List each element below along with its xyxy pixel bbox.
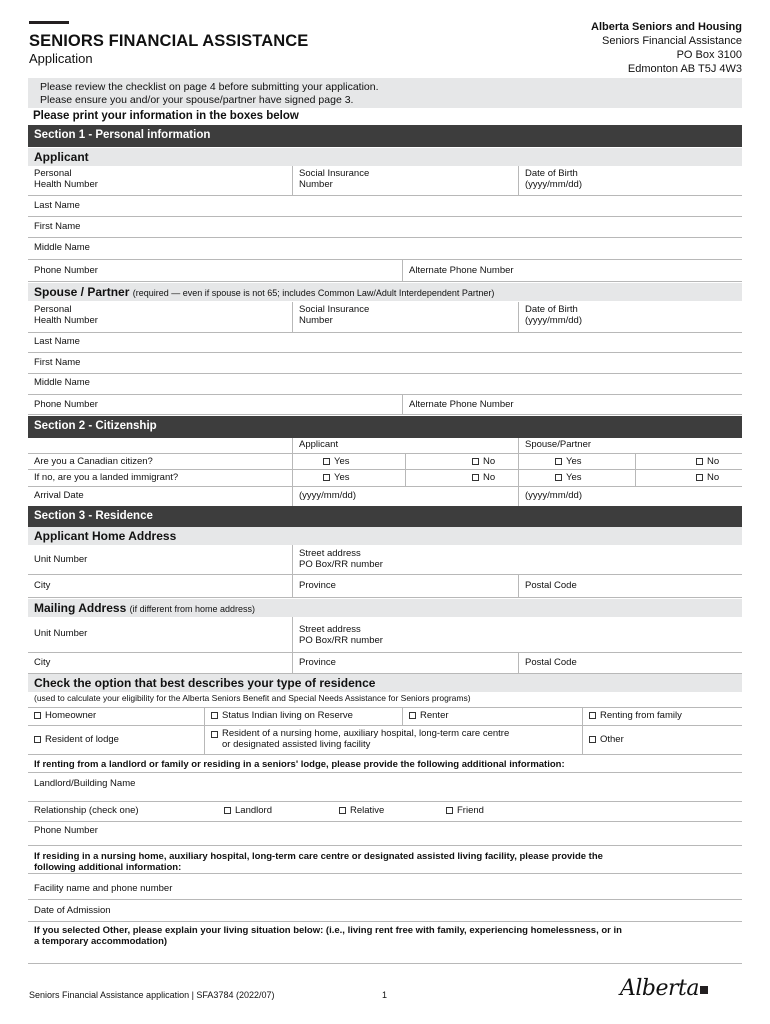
applicant-id-row: [28, 166, 742, 196]
spouse-phone-row: [28, 395, 742, 415]
option-renter[interactable]: [402, 708, 582, 725]
home-address-subheader: Applicant Home Address: [28, 527, 742, 545]
spouse-dob-field[interactable]: Date of Birth (yyyy/mm/dd): [518, 302, 742, 332]
spouse-citizen-no[interactable]: [635, 454, 742, 469]
facility-label: Facility name and phone number: [34, 883, 173, 894]
option-renting-family[interactable]: [582, 708, 742, 725]
checkbox[interactable]: [589, 712, 596, 719]
residence-type-note: (used to calculate your eligibility for the Alberta Seniors Benefit and Special Needs Assistance for Seniors programs): [34, 693, 471, 703]
checkbox[interactable]: [446, 807, 453, 814]
section-3-header: Section 3 - Residence: [28, 506, 742, 528]
page-number: 1: [382, 990, 388, 1000]
applicant-arrival-field[interactable]: (yyyy/mm/dd): [292, 487, 518, 506]
residence-options-row-1: [28, 707, 742, 726]
checkbox[interactable]: [211, 731, 218, 738]
home-unit-street-row: [28, 545, 742, 575]
no-label: No: [483, 456, 496, 467]
status-indian-label: Status Indian living on Reserve: [222, 710, 353, 721]
applicant-alt-phone-field[interactable]: Alternate Phone Number: [402, 260, 742, 281]
landlord-name-label: Landlord/Building Name: [34, 778, 136, 789]
residence-options-row-2: [28, 726, 742, 755]
print-instructions: Please print your information in the boxes below: [33, 110, 299, 122]
section-1-header: Section 1 - Personal information: [28, 125, 742, 147]
mailing-unit-field[interactable]: Unit Number: [34, 628, 88, 639]
other-explanation-field[interactable]: [28, 946, 742, 964]
applicant-sin-field[interactable]: Social Insurance Number: [292, 166, 518, 195]
citizen-question: Are you a Canadian citizen?: [34, 456, 153, 467]
homeowner-label: Homeowner: [45, 710, 97, 721]
applicant-citizen-yes[interactable]: [292, 454, 405, 469]
landlord-phone-row[interactable]: [28, 822, 742, 846]
no-label: No: [707, 472, 720, 483]
address-line-3: PO Box 3100: [676, 49, 742, 61]
mailing-city-field[interactable]: City: [34, 657, 51, 668]
applicant-dob-field[interactable]: Date of Birth (yyyy/mm/dd): [518, 166, 742, 195]
middle-name-label: Middle Name: [34, 242, 90, 253]
spouse-title: Spouse / Partner: [34, 285, 130, 299]
spouse-first-name-row[interactable]: [28, 353, 742, 374]
address-line-2: Seniors Financial Assistance: [601, 35, 742, 47]
form-subtitle: Application: [29, 51, 93, 66]
checkbox[interactable]: [323, 458, 330, 465]
mailing-city-row: [28, 653, 742, 674]
option-status-indian[interactable]: [204, 708, 402, 725]
nursing-note: If residing in a nursing home, auxiliary hospital, long-term care centre or designated assisted living facility, please provide the following additional information:: [34, 851, 603, 873]
option-homeowner[interactable]: [28, 708, 204, 725]
mailing-address-block: [591, 20, 742, 76]
applicant-immigrant-yes[interactable]: [292, 470, 405, 486]
notice-line-2: Please ensure you and/or your spouse/partner have signed page 3.: [40, 93, 354, 106]
yes-label: Yes: [334, 456, 350, 467]
checklist-notice: [28, 78, 742, 108]
home-postal-field[interactable]: Postal Code: [518, 575, 742, 597]
applicant-column-label: Applicant: [292, 438, 518, 453]
checkbox[interactable]: [211, 712, 218, 719]
last-name-label: Last Name: [34, 200, 80, 211]
footer-form-id: Seniors Financial Assistance application | SFA3784 (2022/07): [29, 990, 275, 1000]
applicant-citizen-no[interactable]: [405, 454, 518, 469]
renting-note: If renting from a landlord or family or residing in a seniors' lodge, please provide the following additional information:: [34, 759, 565, 770]
residence-type-subheader: Check the option that best describes your type of residence: [28, 674, 742, 692]
renter-label: Renter: [420, 710, 449, 721]
relationship-label: Relationship (check one): [34, 805, 139, 816]
friend-label: Friend: [457, 805, 484, 816]
checkbox[interactable]: [696, 474, 703, 481]
last-name-label: Last Name: [34, 336, 80, 347]
applicant-subheader: Applicant: [28, 148, 742, 166]
residence-type-note-row: [28, 692, 742, 707]
spouse-immigrant-no[interactable]: [635, 470, 742, 486]
middle-name-label: Middle Name: [34, 377, 90, 388]
home-city-field[interactable]: City: [34, 580, 51, 591]
checkbox[interactable]: [409, 712, 416, 719]
checkbox[interactable]: [472, 474, 479, 481]
lodge-label: Resident of lodge: [45, 734, 119, 745]
applicant-first-name-row[interactable]: [28, 217, 742, 238]
checkbox[interactable]: [323, 474, 330, 481]
checkbox[interactable]: [34, 712, 41, 719]
relationship-friend[interactable]: [440, 802, 560, 821]
landlord-name-row[interactable]: [28, 772, 742, 802]
arrival-date-label: Arrival Date: [34, 490, 84, 501]
checkbox[interactable]: [696, 458, 703, 465]
mailing-title: Mailing Address: [34, 601, 127, 615]
first-name-label: First Name: [34, 357, 81, 368]
arrival-date-row: [28, 487, 742, 507]
admission-row[interactable]: [28, 900, 742, 922]
checkbox[interactable]: [472, 458, 479, 465]
relationship-row: [28, 802, 742, 822]
relationship-relative[interactable]: [333, 802, 440, 821]
yes-label: Yes: [566, 456, 582, 467]
checkbox[interactable]: [224, 807, 231, 814]
no-label: No: [707, 456, 720, 467]
mailing-note: (if different from home address): [129, 604, 255, 614]
notice-line-1: Please review the checklist on page 4 before submitting your application.: [40, 81, 379, 93]
home-unit-field[interactable]: Unit Number: [34, 554, 88, 565]
yes-label: Yes: [334, 472, 350, 483]
nursing-label: Resident of a nursing home, auxiliary hospital, long-term care centre or designated assisted living facility: [222, 728, 510, 750]
spouse-note: (required — even if spouse is not 65; includes Common Law/Adult Interdependent Partner): [132, 288, 495, 298]
home-street-field[interactable]: Street address PO Box/RR number: [292, 545, 742, 574]
applicant-middle-name-row[interactable]: [28, 238, 742, 260]
spouse-sin-field[interactable]: Social Insurance Number: [292, 302, 518, 332]
citizen-question-row: [28, 454, 742, 470]
spouse-subheader: [28, 283, 742, 301]
facility-row[interactable]: [28, 873, 742, 900]
checkbox[interactable]: [339, 807, 346, 814]
logo-wordmark: Alberta: [620, 976, 699, 1001]
address-line-4: Edmonton AB T5J 4W3: [627, 63, 742, 75]
applicant-phn-field[interactable]: Personal Health Number: [34, 168, 98, 190]
spouse-last-name-row[interactable]: [28, 333, 742, 353]
spouse-column-label: Spouse/Partner: [518, 438, 742, 453]
checkbox[interactable]: [555, 474, 562, 481]
applicant-last-name-row[interactable]: [28, 196, 742, 217]
checkbox[interactable]: [555, 458, 562, 465]
other-note: If you selected Other, please explain your living situation below: (i.e., living rent free with family, experiencing homelessness, or in a temporary accommodation): [34, 925, 622, 947]
form-title: SENIORS FINANCIAL ASSISTANCE: [29, 32, 309, 50]
spouse-phn-field[interactable]: Personal Health Number: [34, 304, 98, 326]
applicant-phone-field[interactable]: Phone Number: [34, 265, 98, 276]
home-province-field[interactable]: Province: [292, 575, 518, 597]
option-nursing[interactable]: [204, 726, 582, 754]
citizenship-header-row: [28, 438, 742, 454]
mailing-province-field[interactable]: Province: [292, 653, 518, 673]
option-other[interactable]: [582, 726, 742, 754]
logo-mark-icon: [700, 986, 708, 994]
spouse-phone-field[interactable]: Phone Number: [34, 399, 98, 410]
relationship-landlord[interactable]: [218, 802, 333, 821]
checkbox[interactable]: [589, 736, 596, 743]
alberta-logo: [620, 976, 708, 1001]
mailing-unit-street-row: [28, 617, 742, 653]
landlord-phone-label: Phone Number: [34, 825, 98, 836]
renting-family-label: Renting from family: [600, 710, 682, 721]
applicant-phone-row: [28, 260, 742, 282]
mailing-street-field[interactable]: Street address PO Box/RR number: [292, 617, 742, 652]
yes-label: Yes: [566, 472, 582, 483]
other-label: Other: [600, 734, 624, 745]
admission-label: Date of Admission: [34, 905, 111, 916]
landlord-label: Landlord: [235, 805, 272, 816]
option-lodge[interactable]: [28, 726, 204, 754]
checkbox[interactable]: [34, 736, 41, 743]
address-line-1: Alberta Seniors and Housing: [591, 21, 742, 33]
applicant-immigrant-no[interactable]: [405, 470, 518, 486]
mailing-address-subheader: [28, 599, 742, 617]
spouse-arrival-field[interactable]: (yyyy/mm/dd): [518, 487, 742, 506]
relative-label: Relative: [350, 805, 385, 816]
no-label: No: [483, 472, 496, 483]
first-name-label: First Name: [34, 221, 81, 232]
section-2-header: Section 2 - Citizenship: [28, 416, 742, 438]
header-rule: [29, 21, 69, 24]
immigrant-question-row: [28, 470, 742, 487]
spouse-middle-name-row[interactable]: [28, 374, 742, 395]
spouse-id-row: [28, 302, 742, 333]
spouse-immigrant-yes[interactable]: [518, 470, 635, 486]
mailing-postal-field[interactable]: Postal Code: [518, 653, 742, 673]
immigrant-question: If no, are you a landed immigrant?: [34, 472, 179, 483]
spouse-alt-phone-field[interactable]: Alternate Phone Number: [402, 395, 742, 414]
spouse-citizen-yes[interactable]: [518, 454, 635, 469]
home-city-row: [28, 575, 742, 598]
